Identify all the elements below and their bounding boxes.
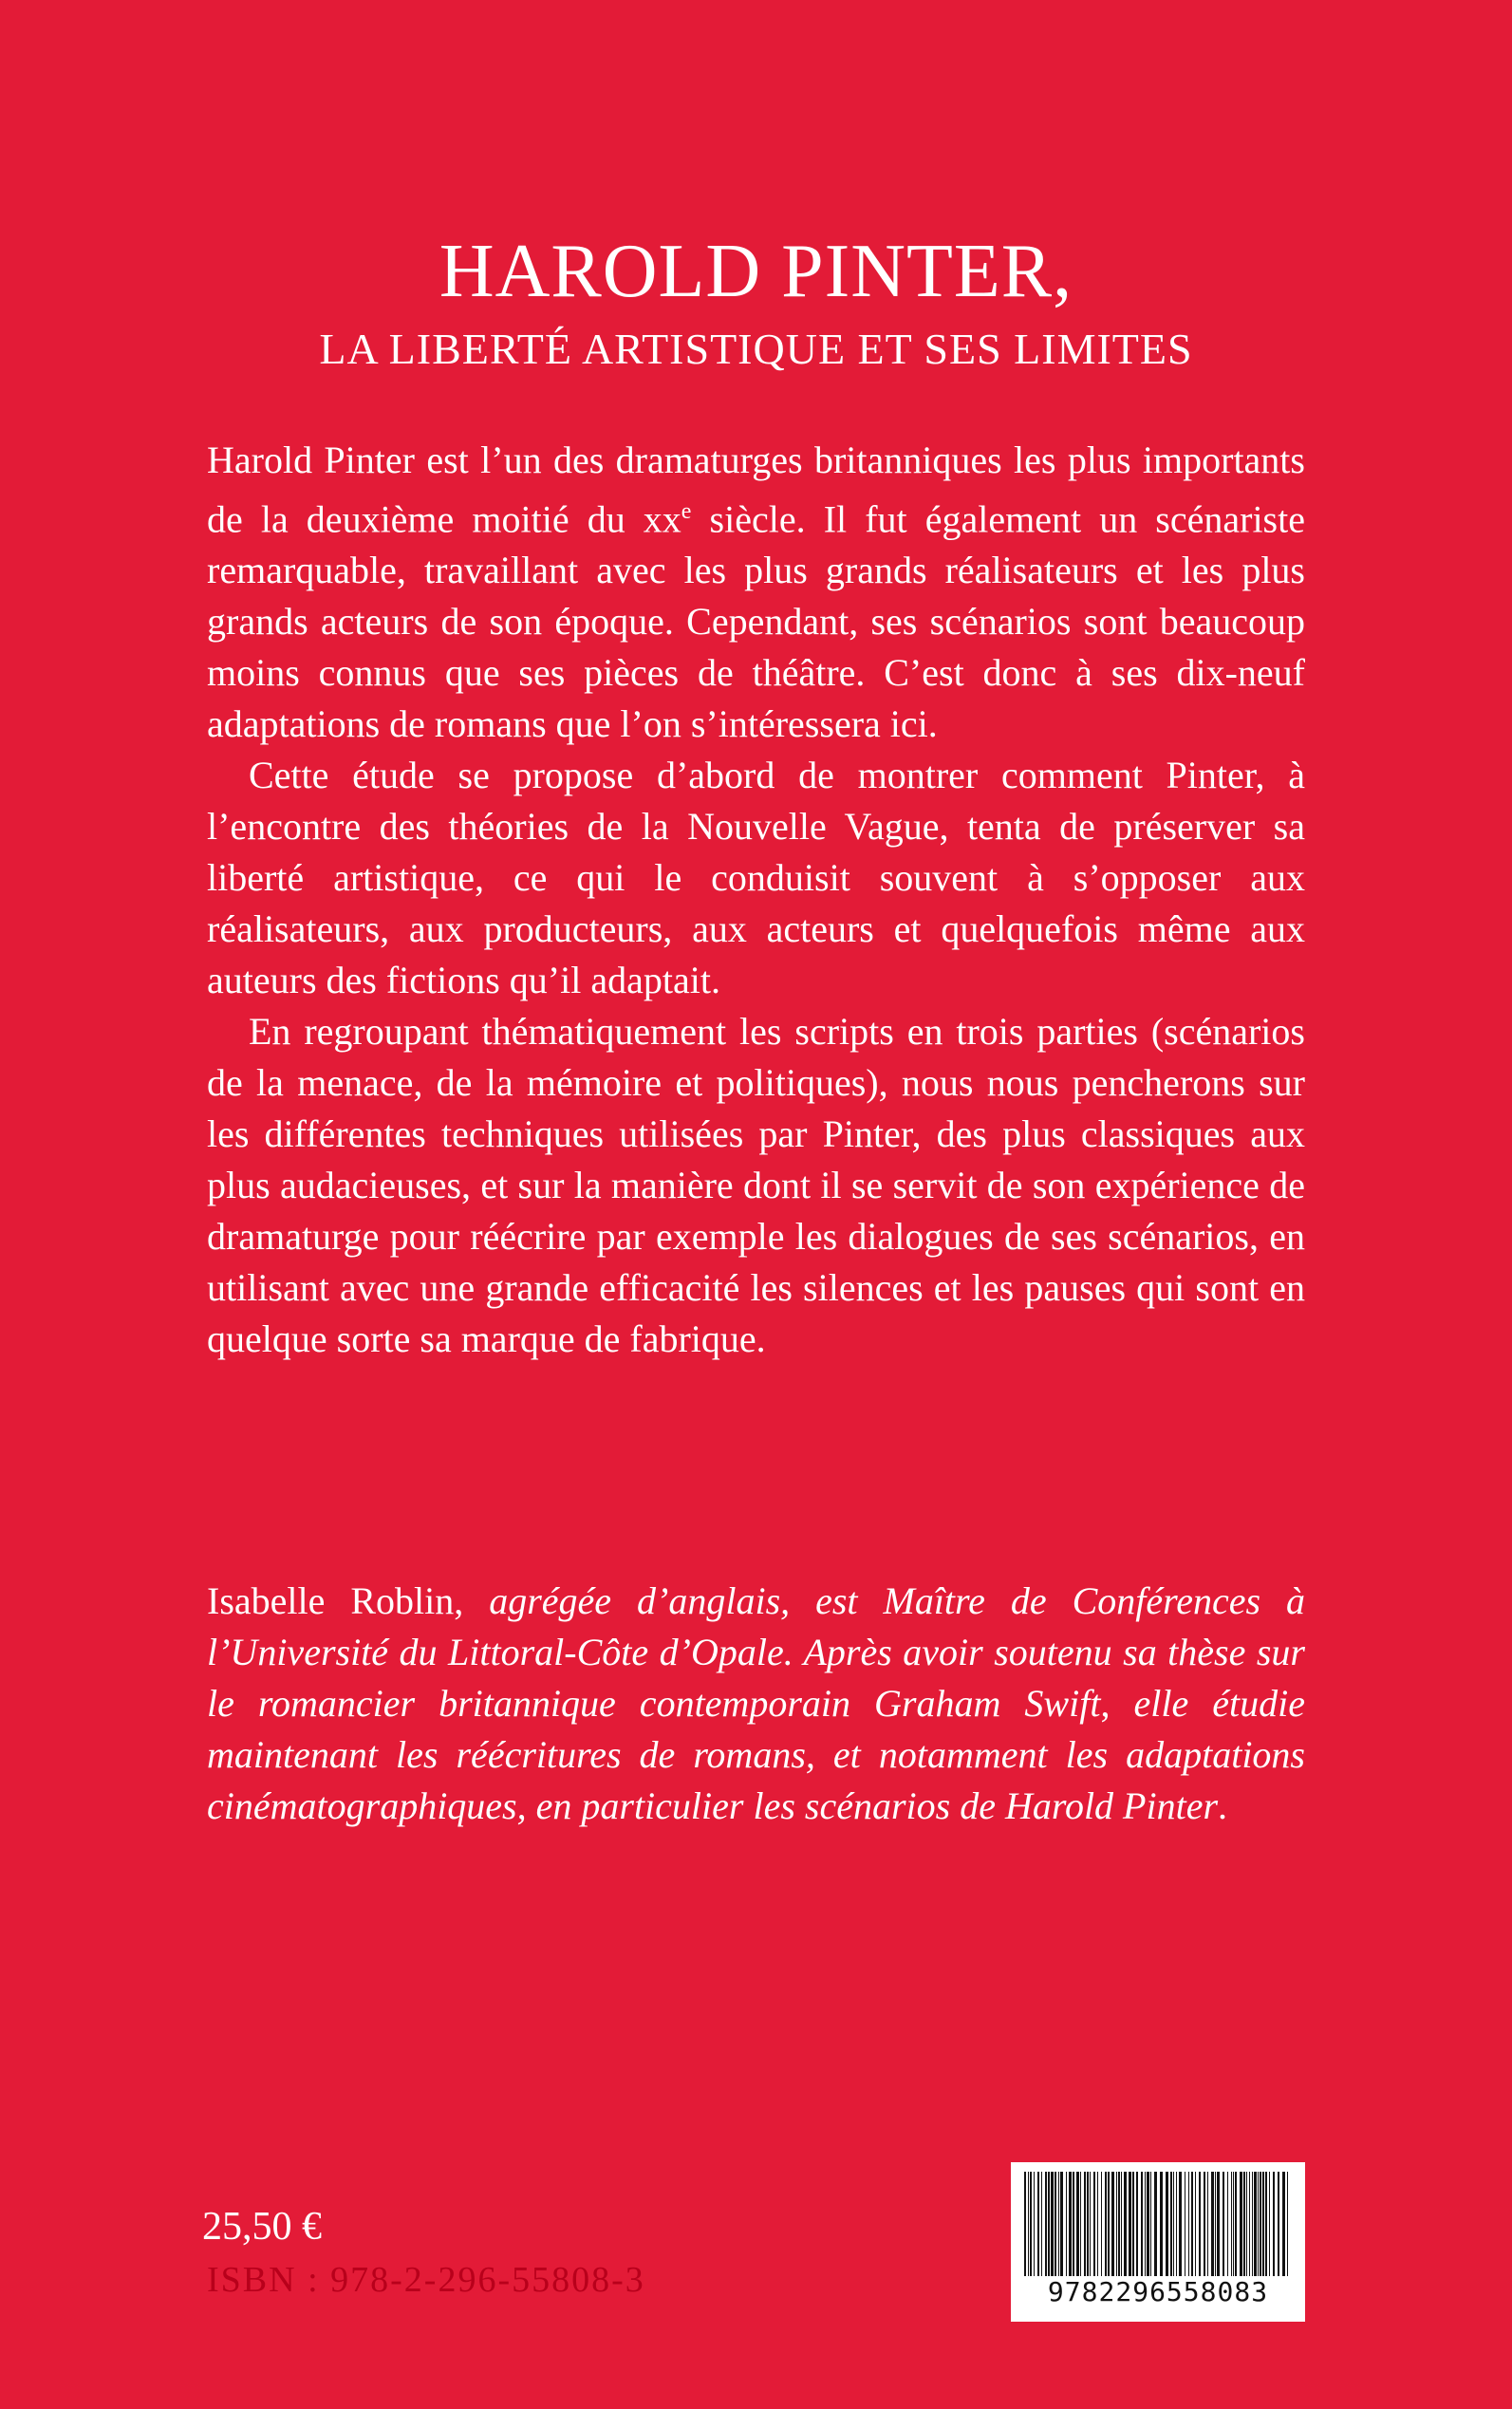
- barcode-bar: [1097, 2172, 1098, 2276]
- barcode-bar: [1030, 2172, 1032, 2276]
- barcode-bar: [1170, 2172, 1172, 2276]
- barcode-bar: [1188, 2172, 1189, 2276]
- barcode-bar: [1287, 2172, 1288, 2276]
- barcode: [1011, 2162, 1305, 2322]
- author-name: Isabelle Roblin,: [207, 1579, 490, 1622]
- barcode-bar: [1076, 2172, 1079, 2276]
- barcode-bar: [1101, 2172, 1102, 2276]
- barcode-bar: [1223, 2172, 1224, 2276]
- barcode-bar: [1204, 2172, 1205, 2276]
- book-title: HAROLD PINTER,: [439, 230, 1073, 313]
- century-superscript: e: [681, 499, 692, 524]
- summary-paragraph-2: Cette étude se propose d’abord de montrer comment Pinter, à l’encontre des théories de la Nouvelle Vague, tenta de préserver sa liberté artistique, ce qui le conduisit souvent à s’opposer aux réalisateurs, aux producteurs, aux acteurs et quelquefois même aux auteurs des fictions qu’il adaptait.: [207, 754, 1305, 1002]
- barcode-bar: [1028, 2172, 1029, 2276]
- barcode-bar: [1073, 2172, 1074, 2276]
- barcode-bar: [1195, 2172, 1196, 2276]
- barcode-bar: [1147, 2172, 1149, 2276]
- barcode-bar: [1048, 2172, 1050, 2276]
- barcode-bar: [1231, 2172, 1232, 2276]
- summary-paragraph-3: En regroupant thématiquement les scripts en trois parties (scénarios de la menace, de la mémoire et politiques), nous nous pencherons sur les différentes techniques utilisées par Pinter, des plus classiques aux plus audacieuses, et sur la manière dont il se servit de son expérience de dramaturge pour réécrire par exemple les dialogues de ses scénarios, en utilisant avec une grande efficacité les silences et les pauses qui sont en quelque sorte sa marque de fabrique.: [207, 1010, 1305, 1361]
- barcode-bar: [1176, 2172, 1177, 2276]
- barcode-bar: [1215, 2172, 1216, 2276]
- author-biography: [207, 1576, 1305, 1832]
- barcode-bar: [1211, 2172, 1214, 2276]
- price: 25,50 €: [202, 2205, 322, 2249]
- barcode-bar: [1080, 2172, 1081, 2276]
- barcode-bar: [1084, 2172, 1086, 2276]
- barcode-bar: [1121, 2172, 1122, 2276]
- barcode-bar: [1111, 2172, 1114, 2276]
- barcode-bar: [1129, 2172, 1131, 2276]
- barcode-bar: [1118, 2172, 1120, 2276]
- barcode-bar: [1254, 2172, 1257, 2276]
- isbn: ISBN : 978-2-296-55808-3: [207, 2260, 645, 2300]
- barcode-bar: [1105, 2172, 1107, 2276]
- summary-paragraph-1-text: Harold Pinter est l’un des dramaturges britanniques les plus importants de la deuxième moitié du xx: [207, 439, 1305, 541]
- barcode-bar: [1132, 2172, 1134, 2276]
- barcode-bar: [1116, 2172, 1117, 2276]
- barcode-bar: [1041, 2172, 1042, 2276]
- barcode-bar: [1265, 2172, 1267, 2276]
- barcode-bar: [1278, 2172, 1279, 2276]
- barcode-bar: [1060, 2172, 1063, 2276]
- barcode-bar: [1069, 2172, 1072, 2276]
- barcode-bar: [1207, 2172, 1208, 2276]
- barcode-bar: [1249, 2172, 1250, 2276]
- barcode-bar: [1262, 2172, 1264, 2276]
- barcode-bar: [1273, 2172, 1275, 2276]
- barcode-bar: [1166, 2172, 1168, 2276]
- barcode-bar: [1024, 2172, 1026, 2276]
- barcode-bar: [1124, 2172, 1127, 2276]
- barcode-bar: [1051, 2172, 1054, 2276]
- barcode-bar: [1258, 2172, 1259, 2276]
- author-bio-end: .: [1218, 1784, 1228, 1827]
- barcode-bar: [1179, 2172, 1182, 2276]
- barcode-bar: [1199, 2172, 1201, 2276]
- barcode-bar: [1217, 2172, 1220, 2276]
- barcode-bar: [1233, 2172, 1234, 2276]
- barcode-bar: [1058, 2172, 1059, 2276]
- author-bio-comma: ,: [1100, 1682, 1134, 1725]
- barcode-bar: [1087, 2172, 1089, 2276]
- barcode-bar: [1154, 2172, 1157, 2276]
- barcode-bar: [1173, 2172, 1174, 2276]
- barcode-bar: [1136, 2172, 1138, 2276]
- summary-paragraph-1: [207, 435, 1305, 750]
- barcode-bar: [1145, 2172, 1146, 2276]
- barcode-bars-icon: [1024, 2172, 1292, 2276]
- summary-paragraph-1-rest: siècle. Il fut également un scénariste remarquable, travaillant avec les plus grands réalisateurs et les plus grands acteurs de son époque. Cependant, ses scénarios sont beaucoup moins connus que ses pièces de théâtre. C’est donc à ses dix-neuf adaptations de romans que l’on s’intéressera ici.: [207, 497, 1305, 746]
- barcode-bar: [1160, 2172, 1163, 2276]
- barcode-bar: [1227, 2172, 1228, 2276]
- barcode-bar: [1252, 2172, 1253, 2276]
- barcode-bar: [1108, 2172, 1110, 2276]
- barcode-bar: [1055, 2172, 1056, 2276]
- barcode-bar: [1066, 2172, 1067, 2276]
- barcode-bar: [1191, 2172, 1193, 2276]
- author-bio-italic-1: agrégée d’anglais, est Maître de Conférences à l’Université du Littoral-Côte d’Opale. Après avoir soutenu sa thèse sur le romancier britannique contemporain Graham Swift: [207, 1579, 1305, 1725]
- barcode-bar: [1141, 2172, 1143, 2276]
- barcode-bar: [1037, 2172, 1039, 2276]
- barcode-bar: [1282, 2172, 1285, 2276]
- barcode-bar: [1093, 2172, 1095, 2276]
- back-cover-summary: [207, 435, 1305, 1365]
- barcode-bar: [1269, 2172, 1270, 2276]
- barcode-digits: 9782296558083: [1047, 2276, 1269, 2307]
- barcode-bar: [1240, 2172, 1242, 2276]
- barcode-bar: [1235, 2172, 1237, 2276]
- barcode-bar: [1150, 2172, 1151, 2276]
- barcode-bar: [1260, 2172, 1261, 2276]
- barcode-bar: [1045, 2172, 1047, 2276]
- author-bio-italic-2: elle étudie maintenant les réécritures de romans, et notamment les adaptations cinématographiques, en particulier les scénarios de Harold Pinter: [207, 1682, 1306, 1827]
- barcode-bar: [1090, 2172, 1091, 2276]
- barcode-bar: [1034, 2172, 1035, 2276]
- book-subtitle: LA LIBERTÉ ARTISTIQUE ET SES LIMITES: [319, 325, 1193, 373]
- barcode-bar: [1243, 2172, 1245, 2276]
- barcode-bar: [1246, 2172, 1247, 2276]
